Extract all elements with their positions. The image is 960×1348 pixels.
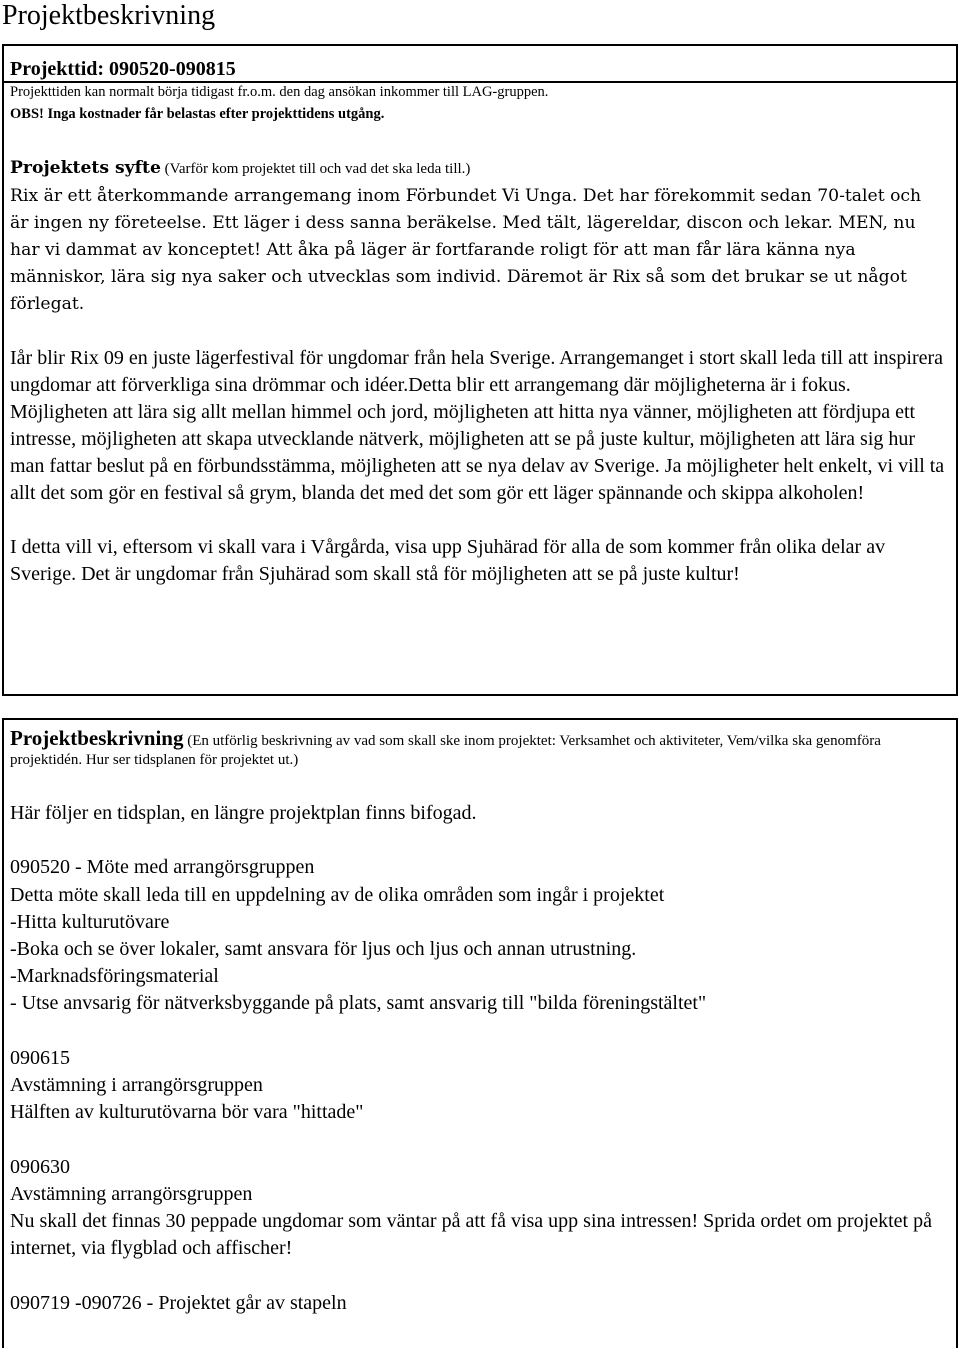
project-description-section xyxy=(2,718,958,1348)
project-purpose-heading: Projektets syfte xyxy=(10,158,161,178)
project-purpose-subheading: (Varför kom projektet till och vad det ska leda till.) xyxy=(160,161,471,177)
project-cost-warning: OBS! Inga kostnader får belastas efter projekttidens utgång. xyxy=(10,106,385,122)
project-time-section xyxy=(2,44,958,696)
timeplan-item-2-line-3: Hälften av kulturutövarna bör vara "hittade" xyxy=(10,1101,364,1124)
timeplan-item-1-line-5: -Marknadsföringsmaterial xyxy=(10,965,219,988)
timeplan-item-3-line-3: Nu skall det finnas 30 peppade ungdomar som väntar på att få visa upp sina intressen! Sprida ordet om projektet på internet, via flygblad och affischer! xyxy=(10,1210,932,1260)
project-purpose-paragraph-2: Iår blir Rix 09 en juste lägerfestival för ungdomar från hela Sverige. Arrangemanget i stort skall leda till att inspirera ungdomar att förverkliga sina drömmar och idéer.Detta blir ett arrangemang där möjligheterna är i fokus. Möjligheten att lära sig allt mellan himmel och jord, möjligheten att hitta nya vänner, möjligheten att fördjupa ett intresse, möjligheten att skapa utvecklande nätverk, möjligheten att se på juste kultur, möjligheten att lära sig hur man fattar beslut på en förbundsstämma, möjligheten att se nya delav av Sverige. Ja möjligheter helt enkelt, vi vill ta allt det som gör en festival så grym, blanda det med det som gör ett läger spännande och skippa alkoholen! xyxy=(10,347,945,504)
timeplan-item-1-line-1: 090520 - Möte med arrangörsgruppen xyxy=(10,856,315,879)
page-title: Projektbeskrivning xyxy=(2,0,216,31)
timeplan-item-1-line-6: - Utse anvsarig för nätverksbyggande på plats, samt ansvarig till "bilda föreningstältet" xyxy=(10,992,707,1015)
project-purpose-block xyxy=(10,155,945,588)
project-time-note: Projekttiden kan normalt börja tidigast fr.o.m. den dag ansökan inkommer till LAG-gruppen. xyxy=(10,84,549,100)
timeplan-item-4: 090719 -090726 - Projektet går av stapeln xyxy=(10,1291,347,1314)
timeplan-item-2-line-1: 090615 xyxy=(10,1046,70,1069)
timeplan-item-1-line-3: -Hitta kulturutövare xyxy=(10,910,170,933)
project-description-header xyxy=(10,726,940,770)
timeplan-item-2-line-2: Avstämning i arrangörsgruppen xyxy=(10,1074,263,1096)
project-description-body xyxy=(10,800,950,1317)
timeplan-item-1-line-4: -Boka och se över lokaler, samt ansvara för ljus och ljus och annan utrustning. xyxy=(10,938,637,960)
project-description-subheading: (En utförlig beskrivning av vad som skall ske inom projektet: Verksamhet och aktiviteter, Vem/vilka ska genomföra projektidén. Hur ser tidsplanen för projektet ut.) xyxy=(10,733,881,768)
project-time-title: Projekttid: 090520-090815 xyxy=(10,58,236,80)
project-purpose-paragraph-2-start xyxy=(10,345,945,588)
project-purpose-heading-line xyxy=(10,155,945,183)
project-purpose-paragraph-3: I detta vill vi, eftersom vi skall vara i Vårgårda, visa upp Sjuhärad för alla de som kommer från olika delar av Sverige. Det är ungdomar från Sjuhärad som skall stå för möjligheten att se på juste kultur! xyxy=(10,536,886,585)
timeplan-item-3-line-2: Avstämning arrangörsgruppen xyxy=(10,1182,253,1205)
project-time-header xyxy=(4,46,956,83)
project-description-heading: Projektbeskrivning xyxy=(10,726,184,750)
timeplan-intro: Här följer en tidsplan, en längre projektplan finns bifogad. xyxy=(10,802,477,824)
timeplan-item-3-line-1: 090630 xyxy=(10,1155,70,1178)
project-purpose-paragraph-1: Rix är ett återkommande arrangemang inom Förbundet Vi Unga. Det har förekommit sedan 70-talet och är ingen ny företeelse. Ett läger i dess sanna beräkelse. Med tält, lägereldar, discon och lekar. MEN, nu har vi dammat av konceptet! Att åka på läger är fortfarande roligt för att man får lära känna nya människor, lära sig nya saker och utvecklas som individ. Däremot är Rix så som det brukar se ut något förlegat. xyxy=(10,186,922,314)
timeplan-item-1-line-2: Detta möte skall leda till en uppdelning av de olika områden som ingår i projektet xyxy=(10,883,665,906)
